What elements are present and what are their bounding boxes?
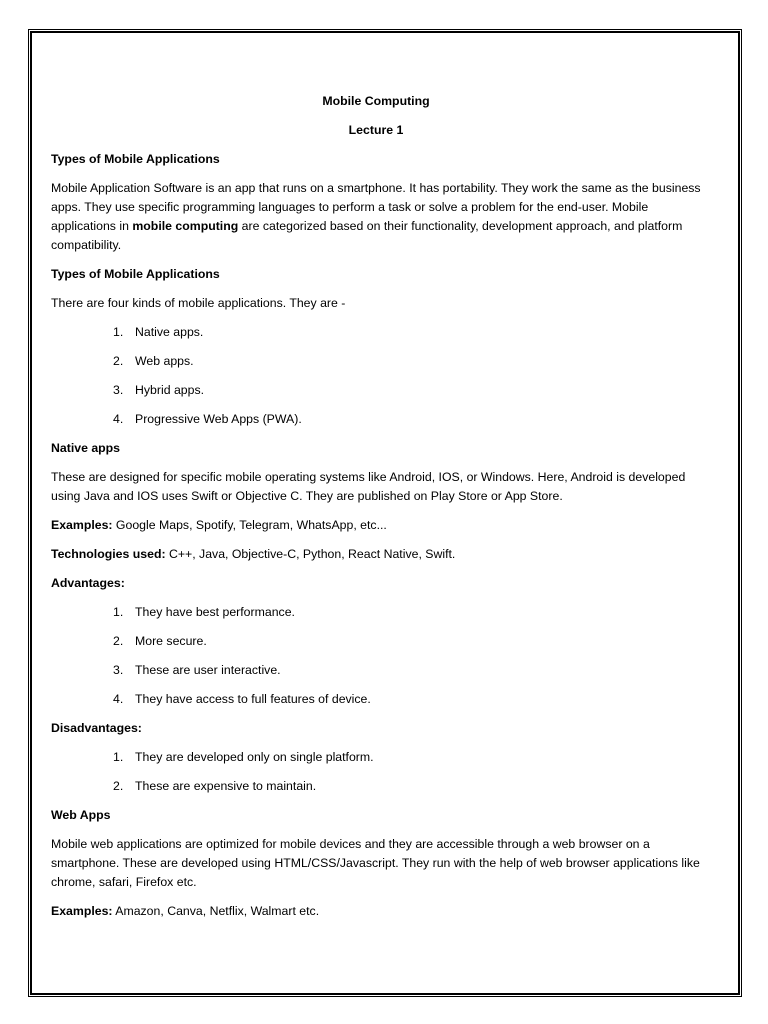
technologies-label: Technologies used: bbox=[51, 547, 166, 561]
list-number: 2. bbox=[113, 779, 124, 793]
examples-label: Examples: bbox=[51, 904, 113, 918]
list-number: 2. bbox=[113, 354, 124, 368]
list-text: They have best performance. bbox=[135, 605, 295, 619]
document-title: Mobile Computing bbox=[322, 94, 430, 108]
intro-text-part2: are categorized based on their functionality, development approach, and platform compatibility. bbox=[51, 219, 683, 252]
list-number: 1. bbox=[113, 605, 124, 619]
list-number: 3. bbox=[113, 383, 124, 397]
advantages-list bbox=[51, 603, 701, 709]
intro-paragraph bbox=[51, 179, 701, 255]
list-text: These are expensive to maintain. bbox=[135, 779, 317, 793]
native-technologies bbox=[51, 545, 701, 564]
list-item bbox=[51, 632, 701, 651]
list-text: More secure. bbox=[135, 634, 207, 648]
section-heading-types: Types of Mobile Applications bbox=[51, 152, 220, 166]
list-text: Native apps. bbox=[135, 325, 204, 339]
document-content bbox=[51, 92, 701, 931]
list-item bbox=[51, 661, 701, 680]
list-item bbox=[51, 410, 701, 429]
native-paragraph: These are designed for specific mobile operating systems like Android, IOS, or Windows. Here, Android is developed using Java and IOS uses Swift or Objective C. They are published on Play Store or App Store. bbox=[51, 470, 686, 503]
list-text: They are developed only on single platform. bbox=[135, 750, 374, 764]
intro-text-bold: mobile computing bbox=[132, 219, 239, 233]
list-number: 2. bbox=[113, 634, 124, 648]
section-heading-types-2: Types of Mobile Applications bbox=[51, 267, 220, 281]
list-item bbox=[51, 381, 701, 400]
list-item bbox=[51, 690, 701, 709]
disadvantages-list bbox=[51, 748, 701, 796]
list-number: 4. bbox=[113, 692, 124, 706]
web-paragraph: Mobile web applications are optimized for mobile devices and they are accessible through a web browser on a smartphone. These are developed using HTML/CSS/Javascript. They run with the help of web browser applications like chrome, safari, Firefox etc. bbox=[51, 837, 700, 889]
advantages-heading: Advantages: bbox=[51, 576, 125, 590]
web-examples bbox=[51, 902, 701, 921]
list-item bbox=[51, 352, 701, 371]
list-item bbox=[51, 323, 701, 342]
section-heading-native: Native apps bbox=[51, 441, 121, 455]
list-number: 3. bbox=[113, 663, 124, 677]
types-intro: There are four kinds of mobile applications. They are - bbox=[51, 296, 346, 310]
types-list bbox=[51, 323, 701, 429]
list-number: 4. bbox=[113, 412, 124, 426]
section-heading-web: Web Apps bbox=[51, 808, 111, 822]
list-text: They have access to full features of device. bbox=[135, 692, 371, 706]
list-item bbox=[51, 748, 701, 767]
list-text: These are user interactive. bbox=[135, 663, 281, 677]
examples-text: Google Maps, Spotify, Telegram, WhatsApp, etc... bbox=[112, 518, 387, 532]
disadvantages-heading: Disadvantages: bbox=[51, 721, 142, 735]
list-item bbox=[51, 603, 701, 622]
list-item bbox=[51, 777, 701, 796]
lecture-label: Lecture 1 bbox=[348, 123, 404, 137]
list-number: 1. bbox=[113, 325, 124, 339]
list-number: 1. bbox=[113, 750, 124, 764]
list-text: Hybrid apps. bbox=[135, 383, 205, 397]
examples-text: Amazon, Canva, Netflix, Walmart etc. bbox=[112, 904, 320, 918]
intro-text-part1: Mobile Application Software is an app that runs on a smartphone. It has portability. They work the same as the business apps. They use specific programming languages to perform a task or solve a problem for the end-user. Mobile applications in bbox=[51, 181, 701, 233]
native-examples bbox=[51, 516, 701, 535]
technologies-text: C++, Java, Objective-C, Python, React Native, Swift. bbox=[165, 547, 456, 561]
examples-label: Examples: bbox=[51, 518, 113, 532]
list-text: Progressive Web Apps (PWA). bbox=[135, 412, 302, 426]
list-text: Web apps. bbox=[135, 354, 194, 368]
